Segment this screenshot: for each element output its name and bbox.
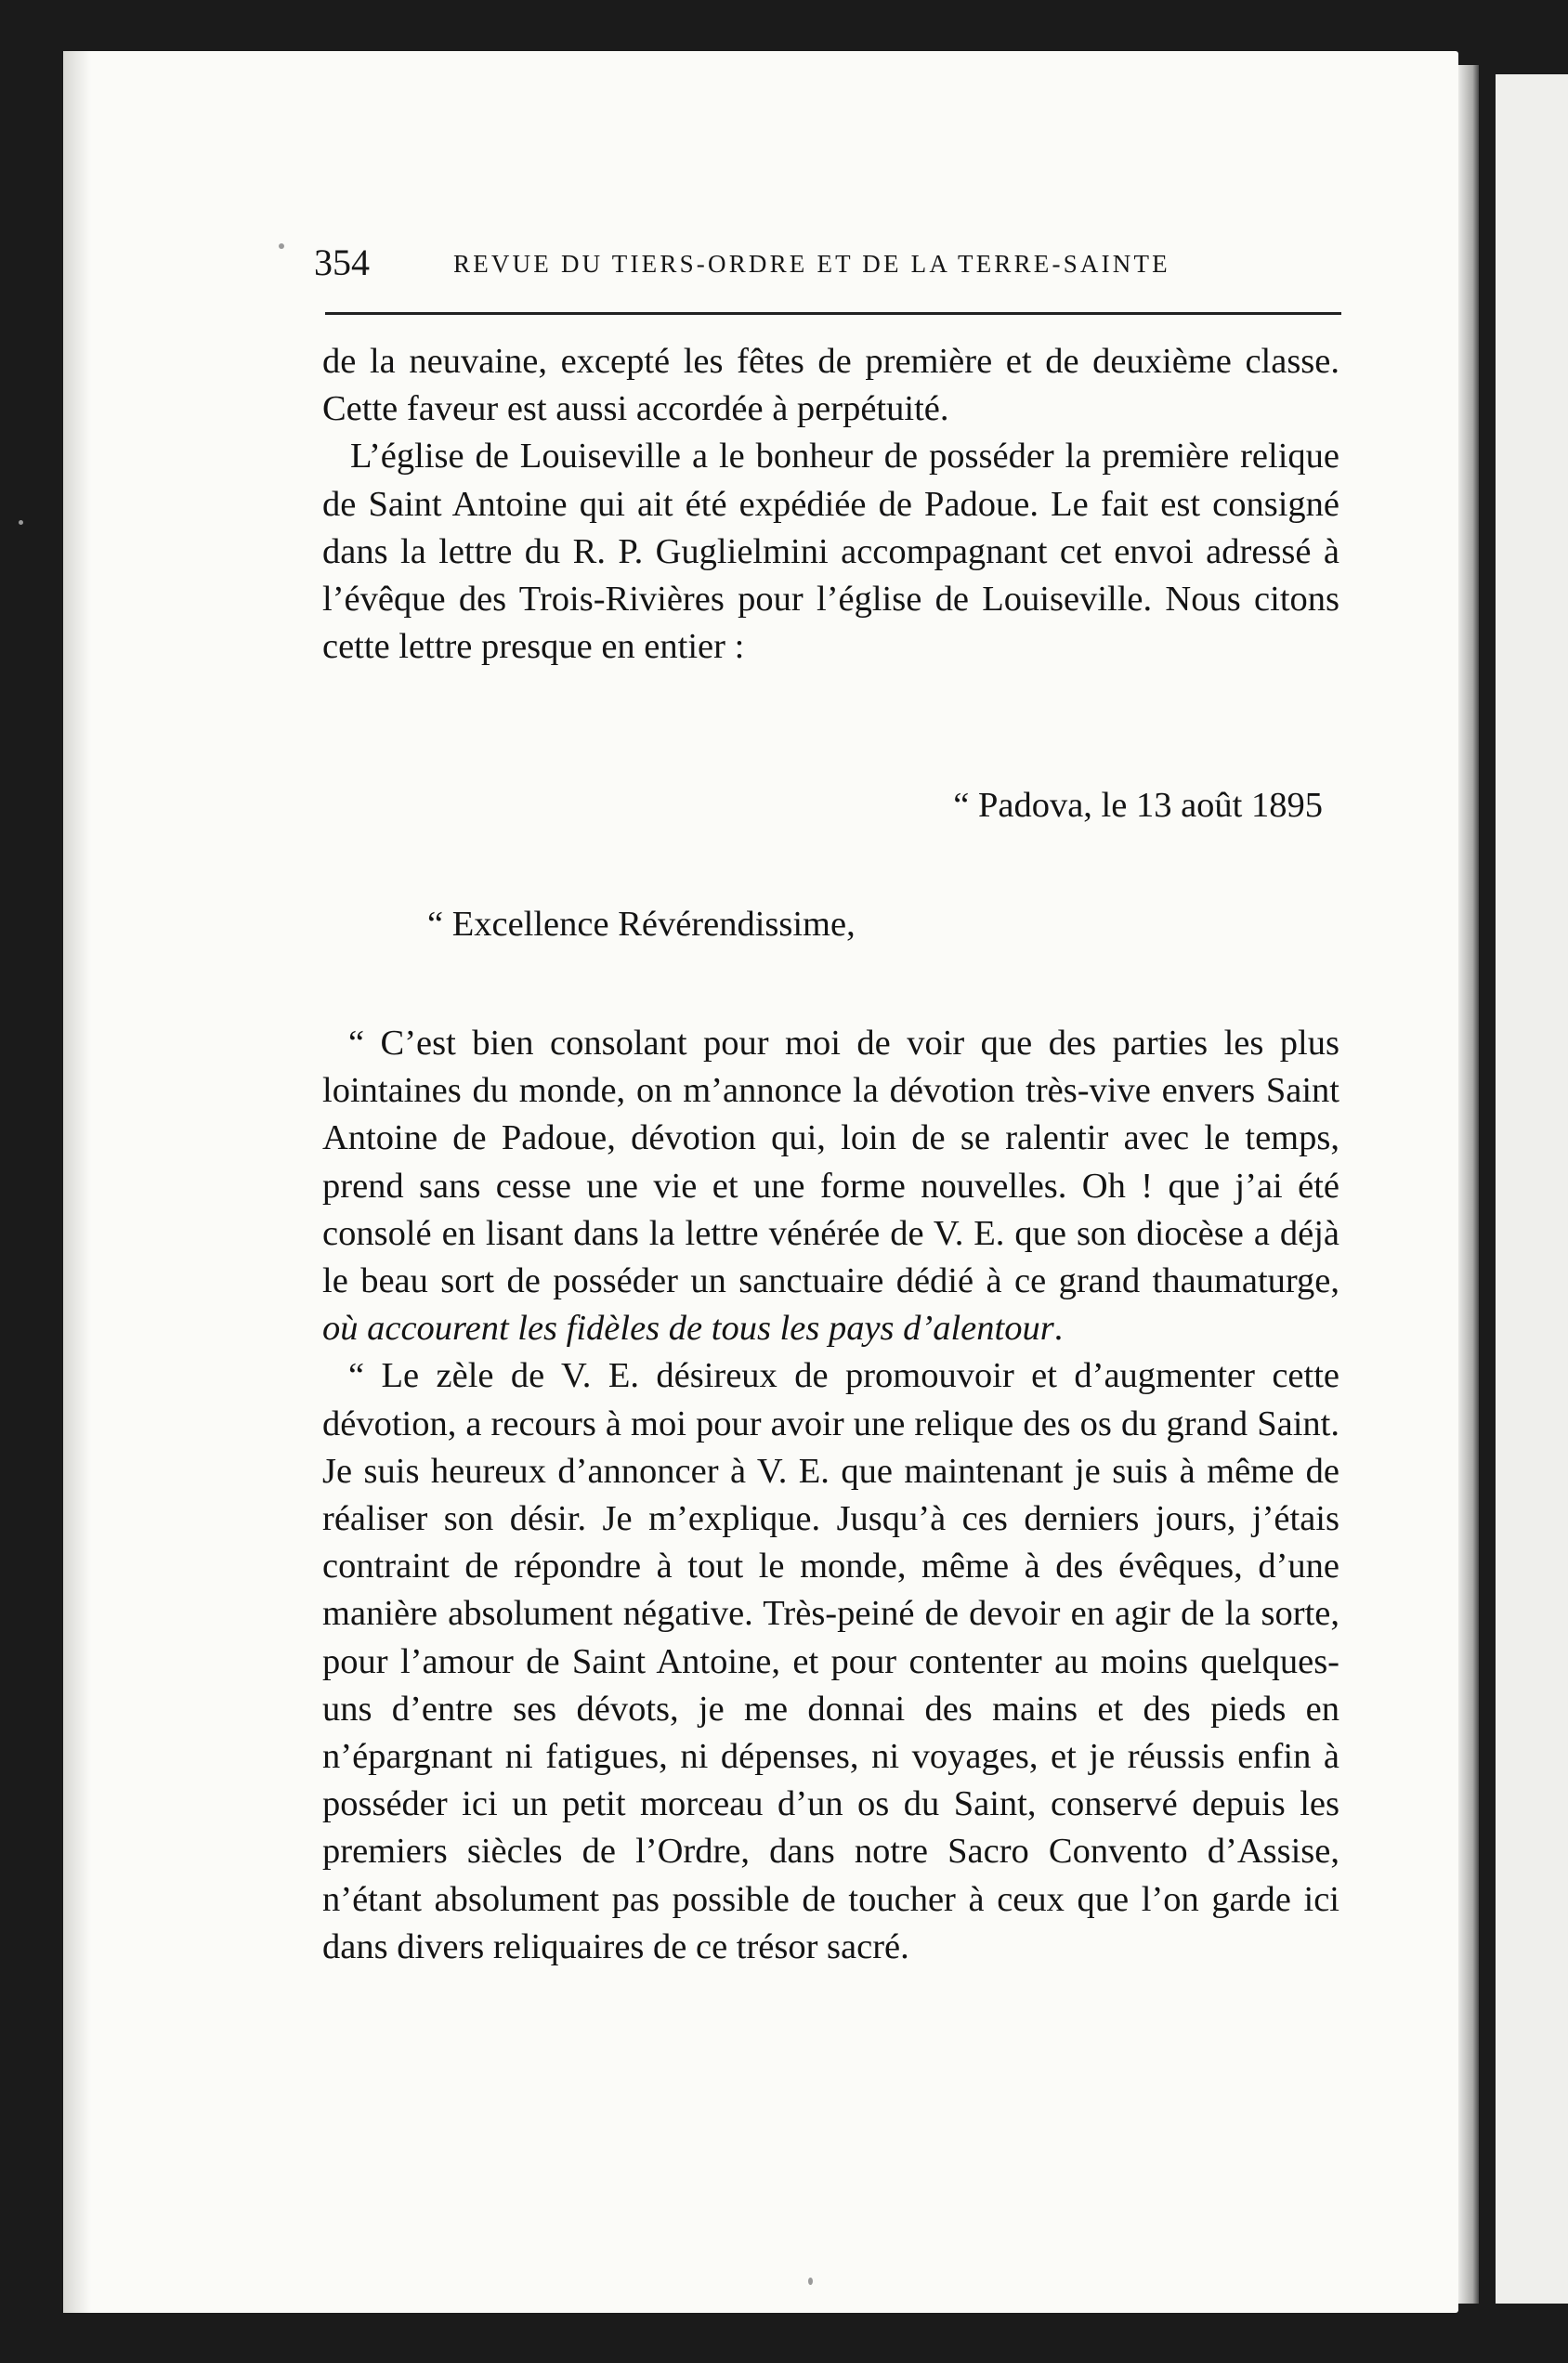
letter-paragraph-1 — [322, 1020, 1339, 1352]
running-title: REVUE DU TIERS-ORDRE ET DE LA TERRE-SAINTE — [453, 250, 1170, 278]
letter-salutation: “ Excellence Révérendissime, — [427, 905, 856, 944]
facing-page — [1496, 74, 1568, 2304]
intro-text — [322, 338, 1339, 671]
scan-speck — [808, 2278, 813, 2285]
intro-paragraph-1: de la neuvaine, excepté les fêtes de première et de deuxième classe. Cette faveur est aussi accordée à perpétuité. — [322, 342, 1339, 429]
intro-paragraph-2: L’église de Louiseville a le bonheur de posséder la première relique de Saint Antoine qui ait été expédiée de Padoue. Le fait est consigné dans la lettre du R. P. Guglielmini accompagnant cet envoi adressé à l’évêque des Trois-Rivières pour l’église de Louiseville. Nous citons cette lettre presque en entier : — [322, 437, 1339, 667]
letter-paragraph-1-italic: où accourent les fidèles de tous les pays d’alentour — [322, 1309, 1054, 1349]
running-head — [314, 240, 1347, 286]
gutter-shadow — [63, 51, 91, 2313]
letter-body — [322, 1020, 1339, 1971]
letter-dateline: “ Padova, le 13 août 1895 — [953, 786, 1323, 825]
letter-paragraph-2: “ Le zèle de V. E. désireux de promouvoir et d’augmenter cette dévotion, a recours à moi pour avoir une relique des os du grand Saint. Je suis heureux d’annoncer à V. E. que maintenant je suis à même de réaliser son désir. Je m’explique. Jusqu’à ces derniers jours, j’étais contraint de répondre à tout le monde, même à des évêques, d’une manière absolument négative. Très-peiné de devoir en agir de la sorte, pour l’amour de Saint Antoine, et pour contenter au moins quelques-uns d’entre ses dévots, je me donnai des mains et des pieds en n’épargnant ni fatigues, ni dépenses, ni voyages, et je réussis enfin à posséder ici un petit morceau d’un os du Saint, conservé depuis les premiers siècles de l’Ordre, dans notre Sacro Convento d’Assise, n’étant absolument pas possible de toucher à ceux que l’on garde ici dans divers reliquaires de ce trésor sacré. — [322, 1356, 1339, 1966]
page-edge — [1458, 65, 1479, 2304]
header-rule — [325, 312, 1341, 315]
letter-paragraph-1-end: . — [1053, 1309, 1064, 1349]
scan-speck — [279, 243, 284, 249]
page-number: 354 — [314, 242, 370, 283]
scan-speck — [19, 520, 23, 525]
letter-paragraph-1-text: “ C’est bien consolant pour moi de voir que des parties les plus lointaines du monde, on m’annonce la dévotion très-vive envers Saint Antoine de Padoue, dévotion qui, loin de se ralentir avec le temps, prend sans cesse une vie et une forme nouvelles. Oh ! que j’ai été consolé en lisant dans la lettre vénérée de V. E. que son diocèse a déjà le beau sort de posséder un sanctuaire dédié à ce grand thaumaturge, — [322, 1024, 1339, 1301]
